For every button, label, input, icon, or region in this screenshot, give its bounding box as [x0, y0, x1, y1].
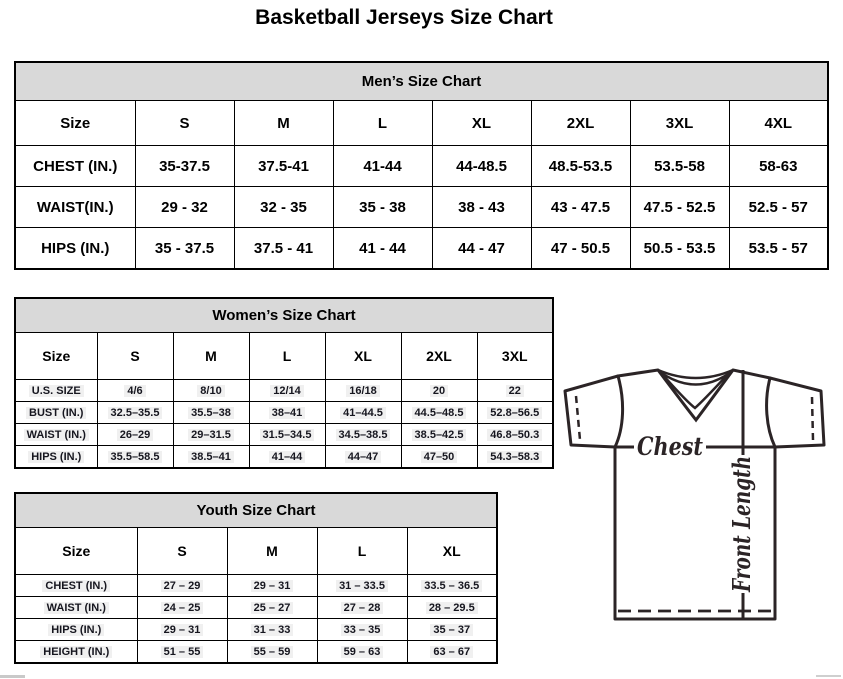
cell-text: 29 – 31: [251, 580, 294, 592]
cell-text: 38.5–41: [188, 451, 234, 463]
cell-text: 8/10: [197, 385, 224, 397]
cell-text: 25 – 27: [251, 602, 294, 614]
scrollbar-fragment-right: [816, 675, 841, 677]
cell: [401, 424, 477, 446]
cell-text: 41–44.5: [340, 407, 386, 419]
cell-text: 35.5–38: [188, 407, 234, 419]
cell: 58-63: [729, 146, 828, 187]
cell-text: 12/14: [270, 385, 304, 397]
col-header: XL: [432, 101, 531, 146]
row-label: [15, 424, 97, 446]
cell: 52.5 - 57: [729, 187, 828, 228]
cell-text: 38–41: [269, 407, 306, 419]
cell: [249, 402, 325, 424]
row-label-text: CHEST (IN.): [42, 580, 110, 592]
col-header: M: [173, 333, 249, 380]
cell: [401, 380, 477, 402]
womens-size-table: [14, 297, 554, 469]
cell: 44-48.5: [432, 146, 531, 187]
cell: [137, 597, 227, 619]
col-header: L: [317, 528, 407, 575]
cell: 37.5 - 41: [234, 228, 333, 270]
cell-text: 26–29: [117, 429, 154, 441]
cell-text: 41–44: [269, 451, 306, 463]
col-header: L: [249, 333, 325, 380]
mens-table-title: Men’s Size Chart: [15, 62, 828, 101]
cell: 35 - 37.5: [135, 228, 234, 270]
col-header: S: [135, 101, 234, 146]
cell-text: 29–31.5: [188, 429, 234, 441]
cell-text: 4/6: [124, 385, 145, 397]
cell: [173, 424, 249, 446]
col-header: 4XL: [729, 101, 828, 146]
cell-text: 24 – 25: [161, 602, 204, 614]
cell: 38 - 43: [432, 187, 531, 228]
jersey-right-seam: [767, 378, 775, 447]
cell: [325, 424, 401, 446]
page-title: Basketball Jerseys Size Chart: [255, 6, 553, 29]
cell: [137, 575, 227, 597]
jersey-left-shoulder: [618, 370, 658, 376]
row-label: HIPS (IN.): [15, 228, 135, 270]
col-header: 2XL: [531, 101, 630, 146]
cell-text: 38.5–42.5: [412, 429, 467, 441]
row-label-text: U.S. SIZE: [29, 385, 84, 397]
row-label: [15, 641, 137, 664]
cell: [407, 619, 497, 641]
row-label: [15, 380, 97, 402]
jersey-right-shoulder: [733, 370, 770, 378]
size-col-header: Size: [15, 333, 97, 380]
cell-text: 29 – 31: [161, 624, 204, 636]
col-header: 3XL: [630, 101, 729, 146]
row-label: [15, 446, 97, 469]
cell: 43 - 47.5: [531, 187, 630, 228]
jersey-left-seam: [615, 376, 623, 447]
cell: [97, 424, 173, 446]
cell: [97, 402, 173, 424]
youth-size-table: [14, 492, 498, 664]
cell-text: 63 – 67: [430, 646, 473, 658]
scrollbar-fragment-left: [0, 675, 25, 678]
cell: [249, 446, 325, 469]
cell: [173, 446, 249, 469]
cell: [249, 380, 325, 402]
jersey-right-sleeve: [770, 378, 824, 447]
cell: 35 - 38: [333, 187, 432, 228]
col-header: 2XL: [401, 333, 477, 380]
cell: [97, 380, 173, 402]
jersey-left-sleeve: [565, 376, 618, 447]
cell: [317, 597, 407, 619]
cell-text: 20: [430, 385, 448, 397]
cell-text: 54.3–58.3: [487, 451, 542, 463]
womens-table-title: Women’s Size Chart: [15, 298, 553, 333]
col-header: 3XL: [477, 333, 553, 380]
row-label-text: HIPS (IN.): [28, 451, 84, 463]
jersey-diagram: [558, 361, 840, 661]
cell: 47.5 - 52.5: [630, 187, 729, 228]
cell-text: 35.5–58.5: [108, 451, 163, 463]
cell: 48.5-53.5: [531, 146, 630, 187]
cell-text: 31 – 33.5: [336, 580, 388, 592]
cell: [407, 597, 497, 619]
cell-text: 31 – 33: [251, 624, 294, 636]
cell: 41-44: [333, 146, 432, 187]
cell: [97, 446, 173, 469]
col-header: XL: [325, 333, 401, 380]
cell: 29 - 32: [135, 187, 234, 228]
cell: [227, 575, 317, 597]
row-label: [15, 597, 137, 619]
cell: [477, 446, 553, 469]
col-header: XL: [407, 528, 497, 575]
mens-size-table: [14, 61, 829, 270]
cell: [407, 575, 497, 597]
cell: [325, 380, 401, 402]
col-header: S: [97, 333, 173, 380]
cell: 47 - 50.5: [531, 228, 630, 270]
cell-text: 35 – 37: [430, 624, 473, 636]
cell-text: 27 – 29: [161, 580, 204, 592]
left-cuff-dashed-line: [576, 396, 580, 440]
row-label: [15, 575, 137, 597]
cell: [477, 424, 553, 446]
cell-text: 51 – 55: [161, 646, 204, 658]
row-label-text: BUST (IN.): [26, 407, 86, 419]
row-label: [15, 619, 137, 641]
cell-text: 33 – 35: [341, 624, 384, 636]
cell: [401, 446, 477, 469]
row-label: [15, 402, 97, 424]
cell: [317, 619, 407, 641]
cell: 53.5 - 57: [729, 228, 828, 270]
cell: [325, 402, 401, 424]
cell-text: 32.5–35.5: [108, 407, 163, 419]
cell: [137, 619, 227, 641]
cell: [325, 446, 401, 469]
cell-text: 16/18: [346, 385, 380, 397]
cell: [227, 619, 317, 641]
cell-text: 27 – 28: [341, 602, 384, 614]
row-label: CHEST (IN.): [15, 146, 135, 187]
row-label-text: WAIST (IN.): [44, 602, 109, 614]
col-header: L: [333, 101, 432, 146]
cell-text: 31.5–34.5: [260, 429, 315, 441]
right-cuff-dashed-line: [812, 397, 813, 440]
cell: [137, 641, 227, 664]
cell-text: 55 – 59: [251, 646, 294, 658]
cell-text: 34.5–38.5: [336, 429, 391, 441]
cell-text: 47–50: [421, 451, 458, 463]
cell: 50.5 - 53.5: [630, 228, 729, 270]
cell: [317, 641, 407, 664]
size-col-header: Size: [15, 101, 135, 146]
cell-text: 59 – 63: [341, 646, 384, 658]
cell-text: 33.5 – 36.5: [421, 580, 482, 592]
cell: [317, 575, 407, 597]
cell: [401, 402, 477, 424]
cell: [477, 380, 553, 402]
row-label-text: WAIST (IN.): [24, 429, 89, 441]
cell: [407, 641, 497, 664]
cell: 35-37.5: [135, 146, 234, 187]
col-header: M: [234, 101, 333, 146]
size-col-header: Size: [15, 528, 137, 575]
front-length-label: Front Length: [727, 414, 756, 592]
cell: 44 - 47: [432, 228, 531, 270]
cell: [477, 402, 553, 424]
cell: [173, 380, 249, 402]
cell-text: 22: [506, 385, 524, 397]
cell: 32 - 35: [234, 187, 333, 228]
cell: [227, 597, 317, 619]
col-header: M: [227, 528, 317, 575]
chest-label: Chest: [637, 432, 704, 461]
cell: [173, 402, 249, 424]
row-label-text: HIPS (IN.): [48, 624, 104, 636]
row-label: WAIST(IN.): [15, 187, 135, 228]
cell-text: 52.8–56.5: [487, 407, 542, 419]
cell: [227, 641, 317, 664]
cell-text: 46.8–50.3: [487, 429, 542, 441]
cell: 53.5-58: [630, 146, 729, 187]
cell-text: 28 – 29.5: [426, 602, 478, 614]
youth-table-title: Youth Size Chart: [15, 493, 497, 528]
cell: 37.5-41: [234, 146, 333, 187]
cell-text: 44–47: [345, 451, 382, 463]
cell: [249, 424, 325, 446]
cell-text: 44.5–48.5: [412, 407, 467, 419]
cell: 41 - 44: [333, 228, 432, 270]
col-header: S: [137, 528, 227, 575]
row-label-text: HEIGHT (IN.): [40, 646, 112, 658]
